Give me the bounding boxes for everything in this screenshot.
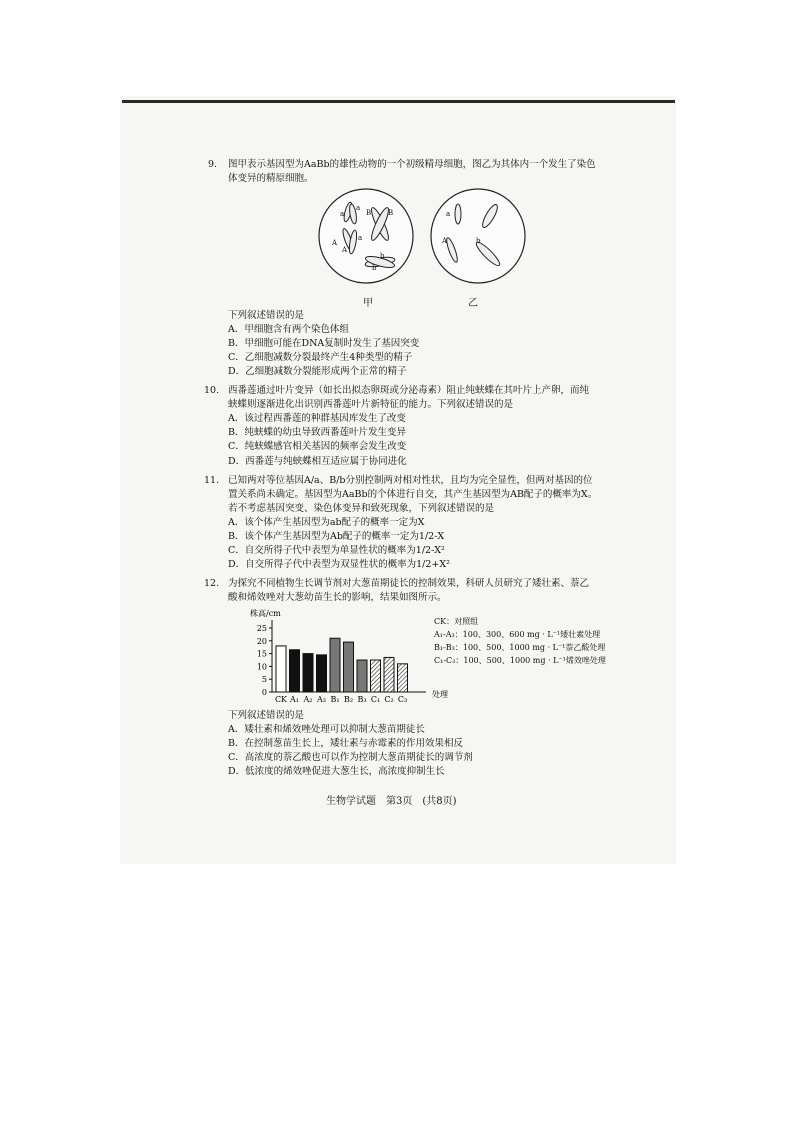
chart-legend-c: C₁-C₃：100、500、1000 mg · L⁻¹烯效唑处理 (434, 656, 606, 665)
chart-xlabel: 处理 (432, 690, 448, 699)
bar-3 (317, 655, 327, 692)
q10-option-a: A．该过程西番莲的种群基因库发生了改变 (228, 413, 406, 424)
x-tick-label: A₃ (317, 695, 326, 704)
q10-option-c: C．纯蛱蝶感官相关基因的频率会发生改变 (228, 441, 407, 452)
x-tick-label: C₂ (384, 695, 394, 704)
x-tick-label: B₁ (330, 695, 340, 704)
q10-option-d: D．西番莲与纯蛱蝶相互适应属于协同进化 (228, 456, 407, 467)
chart-ylabel: 株高/cm (250, 609, 281, 618)
x-tick-label: B₃ (357, 695, 367, 704)
q12-option-b: B．在控制葱苗生长上，矮壮素与赤霉素的作用效果相反 (228, 738, 463, 749)
gene-label: a (340, 210, 345, 218)
chart-legend-b: B₁-B₃：100、500、1000 mg · L⁻¹萘乙酸处理 (434, 643, 606, 652)
cell-jia-membrane (319, 189, 413, 283)
q11-number: 11. (204, 475, 220, 486)
q11-text-line1: 已知两对等位基因A/a、B/b分别控制两对相对性状，且均为完全显性，但两对基因的位 (228, 475, 593, 486)
gene-label: B (366, 209, 372, 217)
y-tick-label: 0 (261, 688, 267, 697)
x-tick-label: C₁ (370, 695, 381, 704)
q11-text-line3: 若不考虑基因突变、染色体变异和致死现象，下列叙述错误的是 (228, 503, 495, 514)
q11-option-b: B．该个体产生基因型为Ab配子的概率一定为1/2-X (228, 531, 445, 542)
x-tick-label: A₁ (290, 695, 299, 704)
figure-label-jia: 甲 (363, 298, 373, 309)
gene-label: a (358, 234, 363, 242)
page-footer: 生物学试题 第3页 (共8页) (326, 796, 457, 807)
q9-stem: 下列叙述错误的是 (228, 310, 305, 321)
y-tick-label: 25 (256, 624, 267, 633)
bar-9 (398, 664, 408, 692)
q10-option-b: B．纯蛱蝶的幼虫导致西番莲叶片发生变异 (228, 427, 406, 438)
q10-text-line2: 蛱蝶则逐渐进化出识别西番莲叶片新特征的能力。下列叙述错误的是 (228, 399, 514, 410)
top-rule (122, 100, 675, 103)
q9-number: 9. (208, 159, 218, 170)
gene-label: A (332, 239, 338, 247)
q9-option-d: D．乙细胞减数分裂能形成两个正常的精子 (228, 366, 407, 377)
y-tick-label: 5 (261, 675, 267, 685)
bar-6 (357, 660, 367, 692)
bar-5 (344, 642, 354, 692)
bar-8 (384, 657, 394, 692)
gene-label: b (372, 264, 377, 272)
q10-number: 10. (204, 385, 220, 396)
q12-text-line2: 酸和烯效唑对大葱幼苗生长的影响，结果如图所示。 (228, 592, 447, 603)
gene-label: A (342, 246, 348, 254)
figure-label-yi: 乙 (468, 298, 478, 309)
q11-text-line2: 置关系尚未确定。基因型为AaBb的个体进行自交，其产生基因型为AB配子的概率为X。 (228, 489, 598, 500)
q12-bar-chart (230, 606, 460, 706)
bar-1 (290, 650, 300, 692)
x-tick-label: A₂ (303, 695, 313, 704)
q12-option-a: A．矮壮素和烯效唑处理可以抑制大葱苗期徒长 (228, 724, 425, 735)
q11-option-c: C．自交所得子代中表型为单显性状的概率为1/2-X² (228, 545, 445, 556)
q9-option-a: A．甲细胞含有两个染色体组 (228, 324, 349, 335)
gene-label: a (356, 204, 361, 212)
q9-option-c: C．乙细胞减数分裂最终产生4种类型的精子 (228, 352, 413, 363)
q12-number: 12. (204, 578, 220, 589)
q9-text-line2: 体变异的精原细胞。 (228, 173, 314, 184)
chart-bars (276, 638, 408, 692)
q12-text-line1: 为探究不同植物生长调节剂对大葱苗期徒长的控制效果，科研人员研究了矮壮素、萘乙 (228, 578, 590, 589)
chart-legend-a: A₁-A₃：100、300、600 mg · L⁻¹矮壮素处理 (434, 630, 601, 639)
y-tick-label: 10 (256, 662, 267, 672)
chart-legend-ck: CK：对照组 (434, 617, 479, 626)
bar-4 (330, 638, 340, 692)
y-tick-label: 20 (256, 636, 267, 646)
gene-label: b (380, 252, 385, 260)
gene-label: B (388, 209, 394, 217)
q9-text-line1: 图甲表示基因型为AaBb的雄性动物的一个初级精母细胞，图乙为其体内一个发生了染色 (228, 159, 596, 170)
gene-label: b (476, 237, 481, 245)
gene-label: A (442, 237, 448, 245)
q12-stem: 下列叙述错误的是 (228, 710, 305, 721)
x-tick-label: C₃ (397, 695, 408, 704)
q11-option-d: D．自交所得子代中表型为双显性状的概率为1/2+X² (228, 559, 450, 570)
q10-text-line1: 西番莲通过叶片变异（如长出拟态卵斑或分泌毒素）阻止纯蛱蝶在其叶片上产卵，而纯 (228, 385, 590, 396)
cell-yi-membrane (431, 189, 525, 283)
x-tick-label: CK (274, 695, 288, 704)
x-tick-label: B₂ (343, 695, 354, 704)
q9-option-b: B．甲细胞可能在DNA复制时发生了基因突变 (228, 338, 420, 349)
q11-option-a: A．该个体产生基因型为ab配子的概率一定为X (228, 517, 425, 528)
chart-x-tick-labels (275, 695, 407, 704)
y-tick-label: 15 (256, 649, 267, 659)
bar-7 (371, 660, 381, 692)
q12-option-c: C．高浓度的萘乙酸也可以作为控制大葱苗期徒长的调节剂 (228, 752, 473, 763)
bar-0 (276, 646, 286, 692)
gene-label: a (446, 210, 451, 218)
q12-option-d: D．低浓度的烯效唑促进大葱生长，高浓度抑制生长 (228, 766, 445, 777)
q9-cell-figures (318, 188, 528, 286)
bar-2 (303, 654, 313, 692)
